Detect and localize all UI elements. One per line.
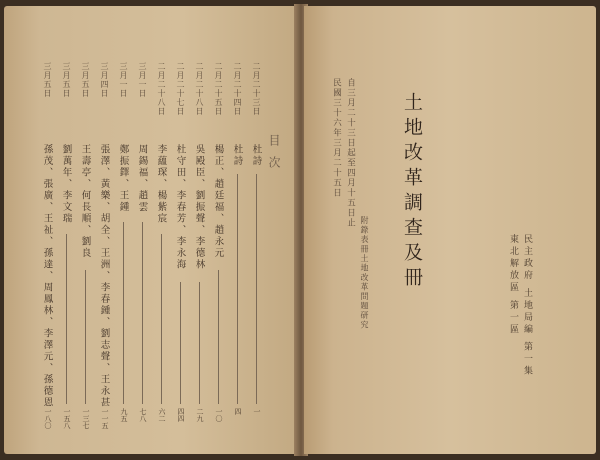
toc-entry-title: 李蘊琛、楊紫宸 (155, 144, 167, 225)
toc-leader-line (237, 174, 238, 404)
toc-page-number: 一三七 (82, 408, 90, 429)
toc-entry-title: 劉萬年、李文瑞 (60, 144, 72, 225)
toc-heading: 目次 (267, 134, 281, 178)
toc-entry-date: 三月五日 (81, 62, 90, 98)
toc-page-number: 七八 (139, 408, 147, 422)
toc-page-number: 四 (234, 408, 242, 415)
toc-entry-date: 三月一日 (119, 62, 128, 98)
toc-leader-line (142, 222, 143, 404)
toc-page-number: 二九 (196, 408, 204, 422)
toc-entry-title: 杜詩 (231, 144, 243, 167)
left-page (4, 6, 300, 454)
toc-entry-date: 三月五日 (62, 62, 71, 98)
book-title: 土地改革調查及冊 (401, 92, 423, 292)
toc-entry-title: 杜守田、李春芳、李永海 (174, 144, 186, 271)
toc-entry-date: 二月二十三日 (252, 62, 261, 116)
toc-entry-title: 孫茂、張廣、王祉、孫達、周鳳林、李澤元、孫德恩 (41, 144, 53, 409)
toc-leader-line (123, 222, 124, 404)
toc-leader-line (218, 270, 219, 404)
toc-entry-date: 三月四日 (100, 62, 109, 98)
toc-entry-title: 王壽亭、何長順、劉良 (79, 144, 91, 259)
toc-page-number: 四四 (177, 408, 185, 422)
imprint-line: 附錄表冊土地改革問題研究 (360, 216, 369, 330)
toc-entry-title: 杜詩 (250, 144, 262, 167)
toc-page-number: 九五 (120, 408, 128, 422)
toc-entry-title: 周錫福、趙雲 (136, 144, 148, 213)
toc-leader-line (161, 234, 162, 404)
toc-entry-date: 二月二十八日 (157, 62, 166, 116)
toc-leader-line (199, 282, 200, 404)
toc-entry-date: 二月二十四日 (233, 62, 242, 116)
toc-page-number: 六二 (158, 408, 166, 422)
toc-page-number: 一八〇 (44, 408, 52, 429)
toc-entry-date: 二月二十八日 (195, 62, 204, 116)
toc-entry-date: 三月五日 (43, 62, 52, 98)
author-line: 東北解放區 第一區 (508, 234, 518, 336)
toc-entry-title: 張澤、黃樂、胡全、王洲、李春鍾、劉志聲、王永甚 (98, 144, 110, 409)
toc-page-number: 一〇 (215, 408, 223, 422)
author-line: 民主政府 土地局編 第一集 (522, 234, 532, 378)
imprint-line: 民國三十六年三月二十五日 (331, 78, 342, 198)
toc-entry-date: 三月一日 (138, 62, 147, 98)
toc-page-number: 一五八 (63, 408, 71, 429)
toc-entry-title: 楊正、趙廷福、趙永元 (212, 144, 224, 259)
toc-leader-line (180, 282, 181, 404)
toc-leader-line (256, 174, 257, 404)
toc-entry-title: 吳殿臣、劉振聲、李德林 (193, 144, 205, 271)
toc-leader-line (66, 234, 67, 404)
toc-entry-date: 二月二十五日 (214, 62, 223, 116)
imprint-line: 自三月二十三日起至四月十五日止 (345, 78, 356, 228)
toc-page-number: 一一五 (101, 408, 109, 429)
right-page (304, 6, 596, 454)
toc-entry-title: 鄭振鐸、王鍾 (117, 144, 129, 213)
toc-entry-date: 二月二十七日 (176, 62, 185, 116)
toc-page-number: 一 (253, 408, 261, 415)
toc-leader-line (85, 270, 86, 404)
